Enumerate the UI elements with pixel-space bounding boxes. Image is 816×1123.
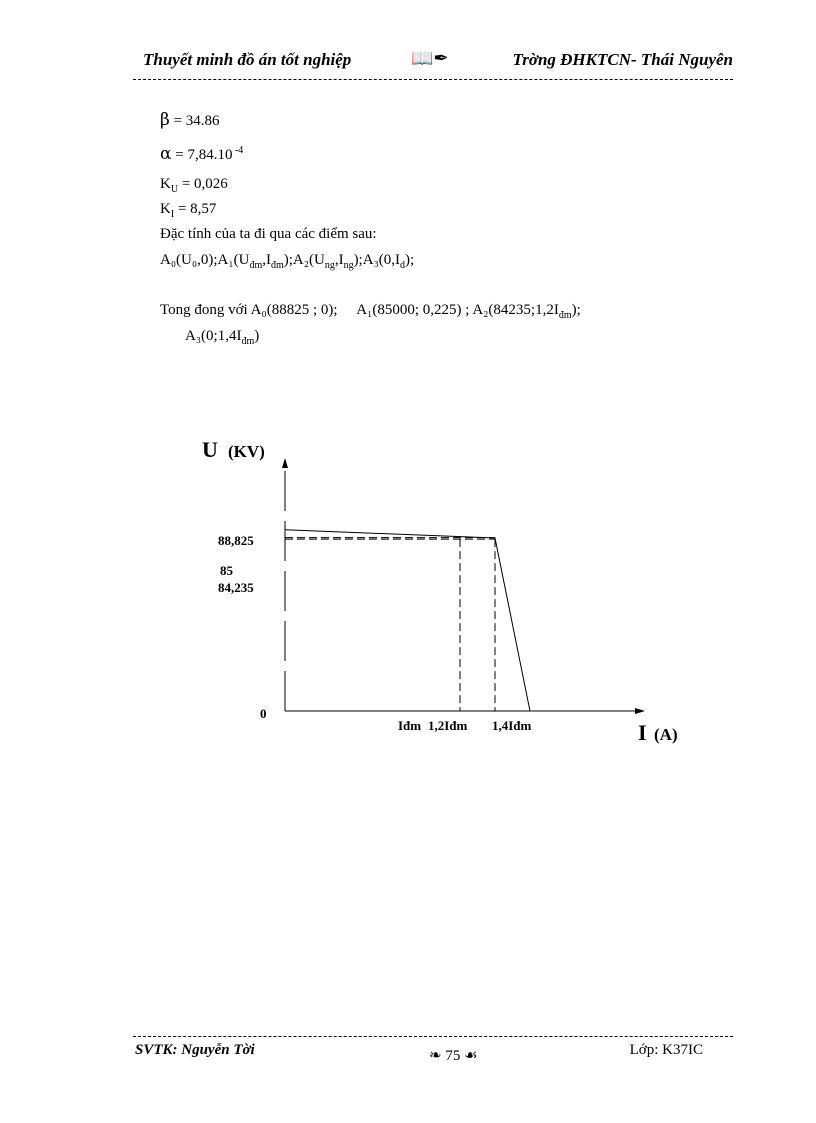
footer-author: SVTK: Nguyễn Tời bbox=[135, 1042, 255, 1058]
x-axis-title: I bbox=[638, 720, 647, 745]
y-tick-label: 85 bbox=[220, 563, 233, 578]
page-footer bbox=[133, 1042, 733, 1066]
x-axis-unit: (A) bbox=[654, 725, 678, 744]
correspond-line1: Tong đong với A₀(88825 ; 0); A₁(85000; 0,225) ; $A_2(84235;1,2I_{đm})$; bbox=[160, 302, 581, 321]
y-axis-unit: (KV) bbox=[228, 442, 265, 461]
x-tick-label: 1,4Iđm bbox=[492, 718, 532, 733]
ki-subscript: I bbox=[170, 209, 175, 220]
header-divider bbox=[133, 79, 733, 80]
y-axis-title: U bbox=[202, 437, 218, 462]
page-header bbox=[143, 48, 733, 76]
header-right: Trờng ĐHKTCN- Thái Nguyên bbox=[512, 50, 733, 69]
x-axis-arrow bbox=[635, 708, 645, 714]
points-line: $A_0(U_0,0);A_1(U_{đm},I_{đm});A_2(U_{ng},I_{ng});A_3(0,I_d)$; bbox=[160, 252, 415, 271]
ki-line: $K_I = 8,57$ bbox=[160, 201, 217, 220]
page-number: ❧ 75 ☙ bbox=[429, 1048, 478, 1064]
y-tick-label: 84,235 bbox=[218, 580, 254, 595]
characteristic-line bbox=[285, 530, 530, 711]
x-tick-label: 1,2Iđm bbox=[428, 718, 468, 733]
ki-value: = 8,57 bbox=[174, 201, 217, 217]
alpha-exponent: -4 bbox=[232, 145, 244, 156]
header-left: Thuyết minh đồ án tốt nghiệp bbox=[143, 50, 352, 69]
intro-text: Đặc tính của ta đi qua các điểm sau: bbox=[160, 226, 377, 242]
beta-symbol: β bbox=[160, 110, 170, 130]
footer-class: Lớp: K37IC bbox=[629, 1042, 703, 1058]
x-tick-label: Iđm bbox=[398, 718, 422, 733]
alpha-value: = 7,84.10 bbox=[171, 147, 233, 163]
u-i-chart bbox=[190, 430, 710, 760]
ku-subscript: U bbox=[170, 184, 179, 195]
ku-line: $K_U = 0,026$ bbox=[160, 176, 228, 195]
ku-value: = 0,026 bbox=[178, 176, 228, 192]
beta-value: = 34.86 bbox=[169, 113, 220, 129]
y-axis-arrow bbox=[282, 458, 288, 468]
alpha-symbol: α bbox=[160, 144, 172, 164]
alpha-line bbox=[160, 144, 243, 164]
footer-divider bbox=[133, 1036, 733, 1037]
origin-label: 0 bbox=[260, 706, 267, 721]
beta-line bbox=[160, 110, 220, 130]
correspond-line2: $A_3(0;1,4I_{đm})$ bbox=[185, 328, 260, 347]
book-pen-icon: 📖✒ bbox=[411, 48, 449, 68]
y-tick-label: 88,825 bbox=[218, 533, 254, 548]
